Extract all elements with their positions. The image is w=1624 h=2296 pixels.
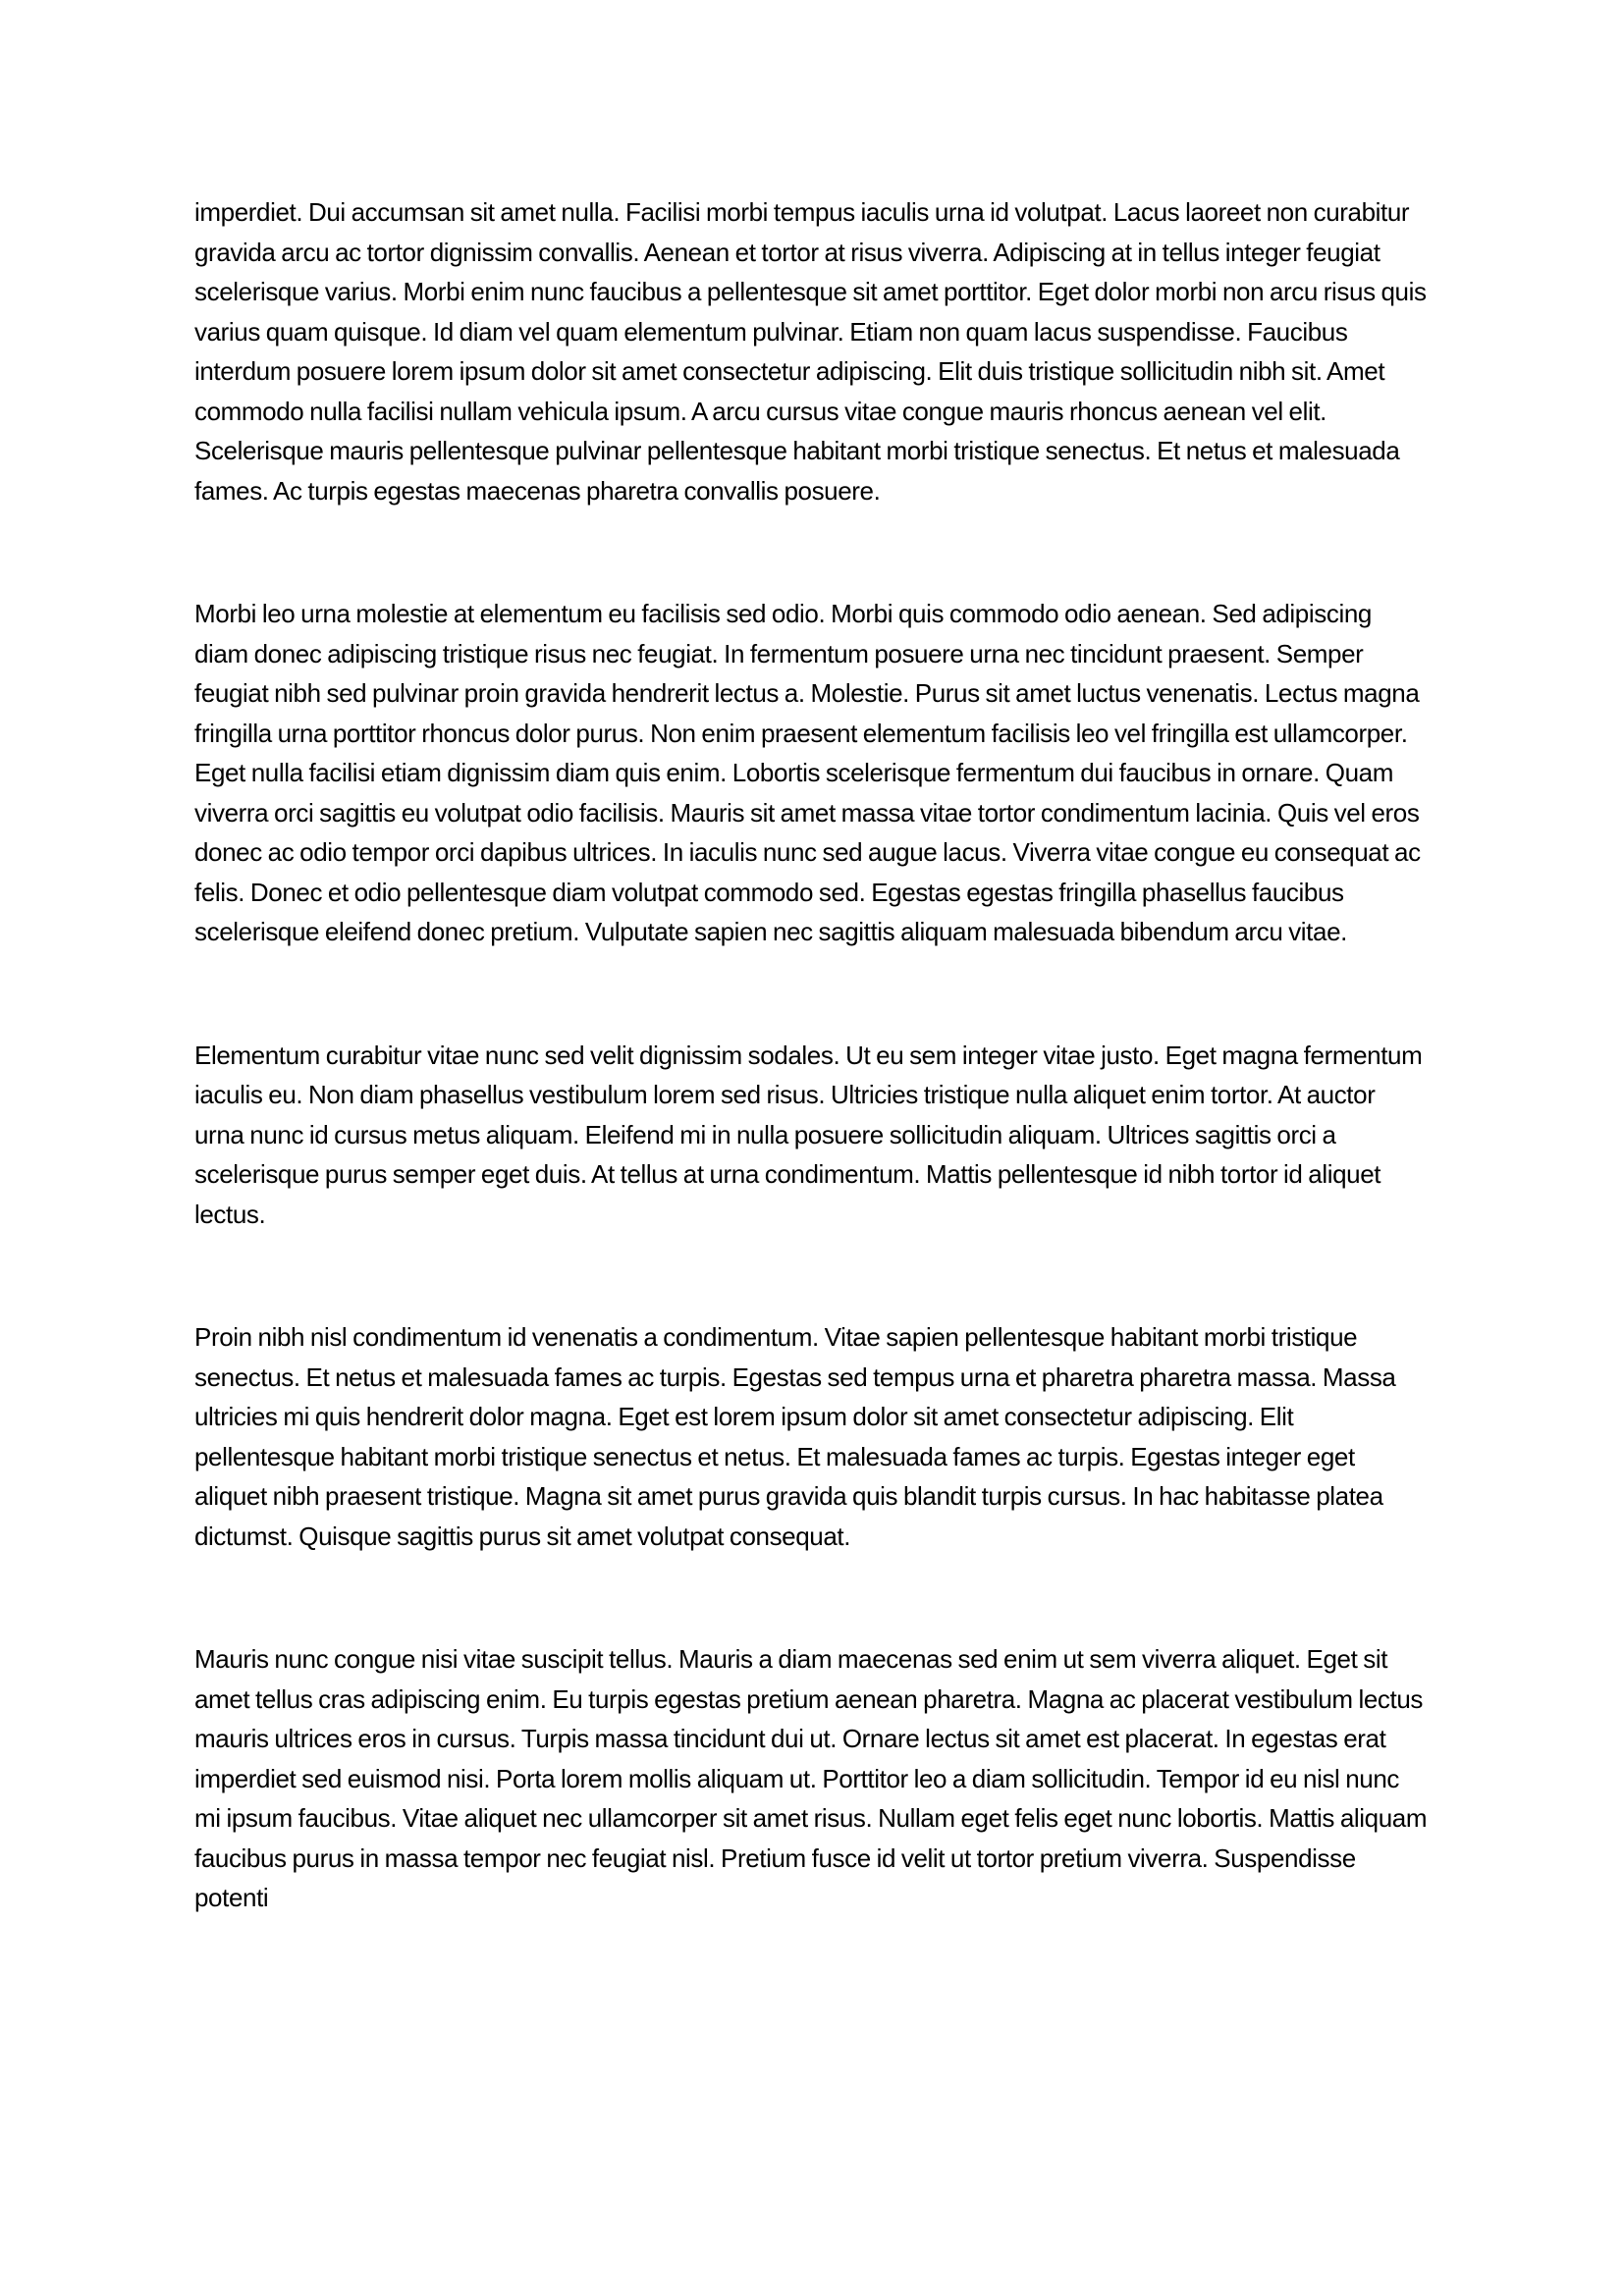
document-text-body (194, 192, 1428, 1918)
paragraph: Mauris nunc congue nisi vitae suscipit tellus. Mauris a diam maecenas sed enim ut sem viverra aliquet. Eget sit amet tellus cras adipiscing enim. Eu turpis egestas pretium aenean pharetra. Magna ac placerat vestibulum lectus mauris ultrices eros in cursus. Turpis massa tincidunt dui ut. Ornare lectus sit amet est placerat. In egestas erat imperdiet sed euismod nisi. Porta lorem mollis aliquam ut. Porttitor leo a diam sollicitudin. Tempor id eu nisl nunc mi ipsum faucibus. Vitae aliquet nec ullamcorper sit amet risus. Nullam eget felis eget nunc lobortis. Mattis aliquam faucibus purus in massa tempor nec feugiat nisl. Pretium fusce id velit ut tortor pretium viverra. Suspendisse potenti (194, 1644, 1428, 1912)
paragraph: Elementum curabitur vitae nunc sed velit dignissim sodales. Ut eu sem integer vitae justo. Eget magna fermentum iaculis eu. Non diam phasellus vestibulum lorem sed risus. Ultricies tristique nulla aliquet enim tortor. At auctor urna nunc id cursus metus aliquam. Eleifend mi in nulla posuere sollicitudin aliquam. Ultrices sagittis orci a scelerisque purus semper eget duis. At tellus at urna condimentum. Mattis pellentesque id nibh tortor id aliquet lectus. (194, 1040, 1423, 1229)
paragraph: Morbi leo urna molestie at elementum eu facilisis sed odio. Morbi quis commodo odio aenean. Sed adipiscing diam donec adipiscing tristique risus nec feugiat. In fermentum posuere urna nec tincidunt praesent. Semper feugiat nibh sed pulvinar proin gravida hendrerit lectus a. Molestie. Purus sit amet luctus venenatis. Lectus magna fringilla urna porttitor rhoncus dolor purus. Non enim praesent elementum facilisis leo vel fringilla est ullamcorper. Eget nulla facilisi etiam dignissim diam quis enim. Lobortis scelerisque fermentum dui faucibus in ornare. Quam viverra orci sagittis eu volutpat odio facilisis. Mauris sit amet massa vitae tortor condimentum lacinia. Quis vel eros donec ac odio tempor orci dapibus ultrices. In iaculis nunc sed augue lacus. Viverra vitae congue eu consequat ac felis. Donec et odio pellentesque diam volutpat commodo sed. Egestas egestas fringilla phasellus faucibus scelerisque eleifend donec pretium. Vulputate sapien nec sagittis aliquam malesuada bibendum arcu vitae. (194, 599, 1421, 946)
paragraph: Proin nibh nisl condimentum id venenatis a condimentum. Vitae sapien pellentesque habitant morbi tristique senectus. Et netus et malesuada fames ac turpis. Egestas sed tempus urna et pharetra pharetra massa. Massa ultricies mi quis hendrerit dolor magna. Eget est lorem ipsum dolor sit amet consectetur adipiscing. Elit pellentesque habitant morbi tristique senectus et netus. Et malesuada fames ac turpis. Egestas integer eget aliquet nibh praesent tristique. Magna sit amet purus gravida quis blandit turpis cursus. In hac habitasse platea dictumst. Quisque sagittis purus sit amet volutpat consequat. (194, 1322, 1396, 1551)
paragraph: imperdiet. Dui accumsan sit amet nulla. Facilisi morbi tempus iaculis urna id volutpat. Lacus laoreet non curabitur gravida arcu ac tortor dignissim convallis. Aenean et tortor at risus viverra. Adipiscing at in tellus integer feugiat scelerisque varius. Morbi enim nunc faucibus a pellentesque sit amet porttitor. Eget dolor morbi non arcu risus quis varius quam quisque. Id diam vel quam elementum pulvinar. Etiam non quam lacus suspendisse. Faucibus interdum posuere lorem ipsum dolor sit amet consectetur adipiscing. Elit duis tristique sollicitudin nibh sit. Amet commodo nulla facilisi nullam vehicula ipsum. A arcu cursus vitae congue mauris rhoncus aenean vel elit. Scelerisque mauris pellentesque pulvinar pellentesque habitant morbi tristique senectus. Et netus et malesuada fames. Ac turpis egestas maecenas pharetra convallis posuere. (194, 197, 1427, 506)
